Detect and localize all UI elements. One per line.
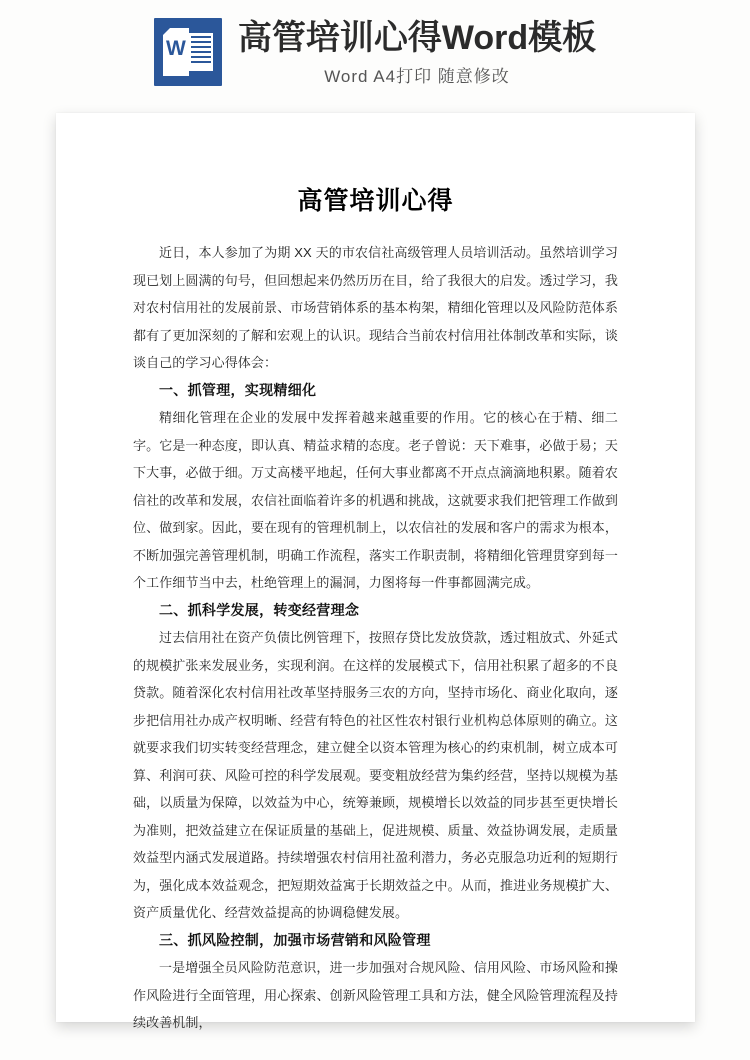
- banner-content: [154, 18, 596, 88]
- section-heading: 一、抓管理，实现精细化: [159, 381, 317, 398]
- word-icon-lines: [189, 33, 213, 71]
- body-paragraph: 精细化管理在企业的发展中发挥着越来越重要的作用。它的核心在于精、细二字。它是一种态度，即认真、精益求精的态度。老子曾说：天下难事，必做于易；天下大事，必做于细。万丈高楼平地起，任何大事业都离不开点点滴滴地积累。随着农信社的改革和发展，农信社面临着许多的机遇和挑战，这就要求我们把管理工作做到位、做到家。因此，要在现有的管理机制上，以农信社的发展和客户的需求为根本，不断加强完善管理机制，明确工作流程，落实工作职责制，将精细化管理贯穿到每一个工作细节当中去，杜绝管理上的漏洞，力图将每一件事都圆满完成。: [133, 410, 618, 590]
- word-icon-line: [191, 61, 211, 63]
- word-icon-page-left: [163, 28, 189, 76]
- document-page: [56, 113, 695, 1030]
- word-icon-line: [191, 41, 211, 43]
- document-title: 高管培训心得: [297, 187, 454, 215]
- word-icon-line: [191, 56, 211, 58]
- page-header-banner: [0, 0, 750, 106]
- template-title: 高管培训心得Word模板: [237, 19, 597, 57]
- word-icon-line: [191, 36, 211, 38]
- word-app-icon: [154, 18, 222, 86]
- word-icon-fold: [163, 28, 170, 35]
- body-paragraph: 过去信用社在资产负债比例管理下，按照存贷比发放贷款，透过粗放式、外延式的规模扩张来发展业务，实现利润。在这样的发展模式下，信用社积累了超多的不良贷款。随着深化农村信用社改革坚持服务三农的方向，坚持市场化、商业化取向，逐步把信用社办成产权明晰、经营有特色的社区性农村银行业机构总体原则的确立。这就要求我们切实转变经营理念，建立健全以资本管理为核心的约束机制，树立成本可算、利润可获、风险可控的科学发展观。要变粗放经营为集约经营，坚持以规模为基础，以质量为保障，以效益为中心，统筹兼顾，规模增长以效益的同步甚至更快增长为准则，把效益建立在保证质量的基础上，促进规模、质量、效益协调发展，走质量效益型内涵式发展道路。持续增强农村信用社盈利潜力，务必克服急功近利的短期行为，强化成本效益观念，把短期效益寓于长期效益之中。从而，推进业务规模扩大、资产质量优化、经营效益提高的协调稳健发展。: [133, 630, 618, 920]
- template-subtitle: Word A4打印 随意修改: [324, 67, 510, 86]
- word-icon-line: [191, 46, 211, 48]
- word-icon-line: [191, 51, 211, 53]
- banner-text-group: [238, 18, 596, 88]
- word-icon-letter: W: [165, 37, 186, 60]
- body-paragraph: 近日，本人参加了为期 XX 天的市农信社高级管理人员培训活动。虽然培训学习现已划上圆满的句号，但回想起来仍然历历在目，给了我很大的启发。透过学习，我对农村信用社的发展前景、市场营销体系的基本构架，精细化管理以及风险防范体系都有了更加深刻的了解和宏观上的认识。现结合当前农村信用社体制改革和实际，谈谈自己的学习心得体会：: [133, 245, 618, 370]
- section-heading: 三、抓风险控制，加强市场营销和风险管理: [159, 931, 431, 948]
- section-heading: 二、抓科学发展，转变经营理念: [159, 601, 360, 618]
- body-paragraph: 一是增强全员风险防范意识，进一步加强对合规风险、信用风险、市场风险和操作风险进行全面管理，用心探索、创新风险管理工具和方法，健全风险管理流程及持续改善机制，: [133, 960, 618, 1030]
- document-content: [133, 239, 618, 1037]
- document-body: [133, 185, 618, 1037]
